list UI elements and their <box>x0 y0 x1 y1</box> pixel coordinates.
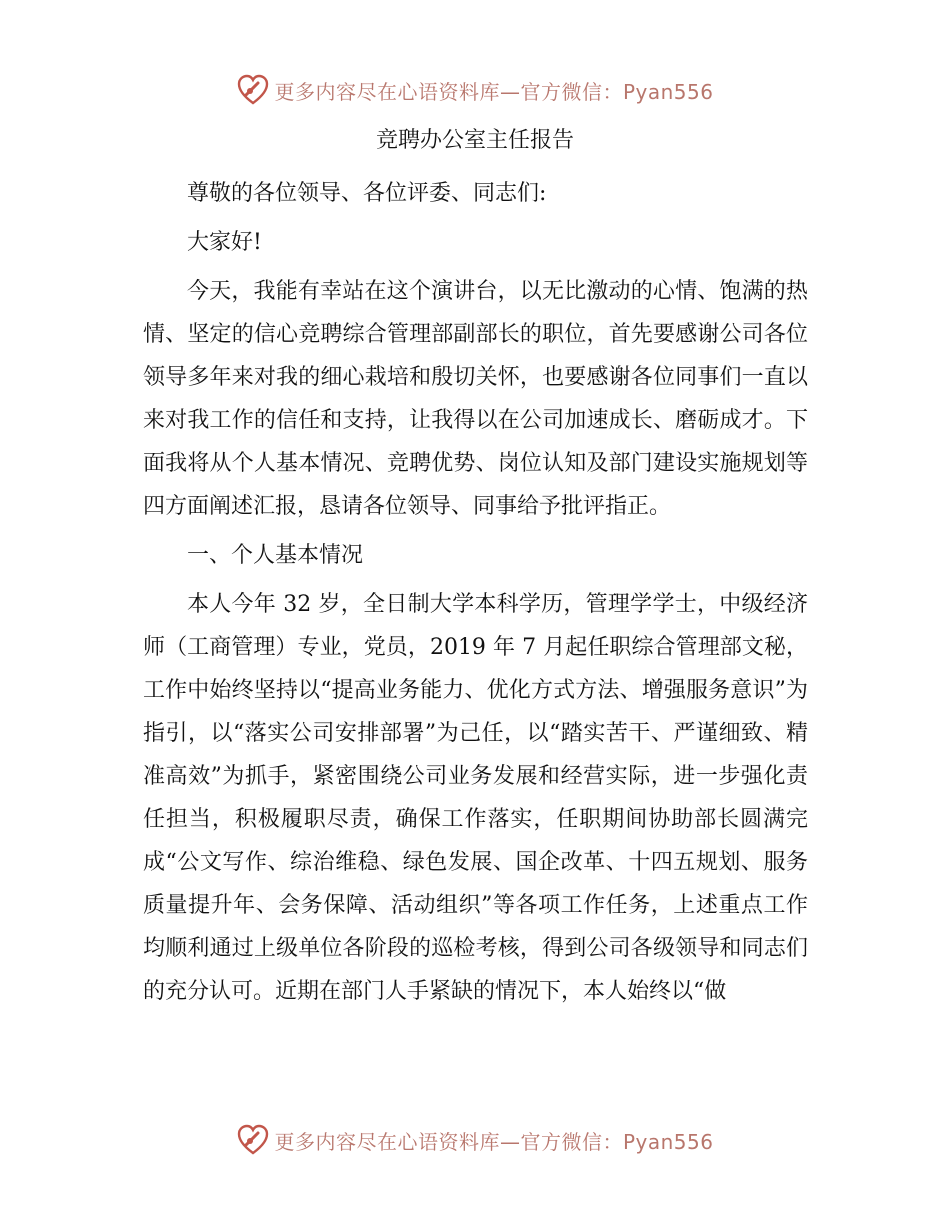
paragraph-intro: 今天，我能有幸站在这个演讲台，以无比激动的心情、饱满的热情、坚定的信心竞聘综合管理部副部长的职位，首先要感谢公司各位领导多年来对我的细心栽培和殷切关怀，也要感谢各位同事们一直以来对我工作的信任和支持，让我得以在公司加速成长、磨砺成才。下面我将从个人基本情况、竞聘优势、岗位认知及部门建设实施规划等四方面阐述汇报，恳请各位领导、同事给予批评指正。 <box>143 279 808 519</box>
paragraph-personal-info: 本人今年 32 岁，全日制大学本科学历，管理学学士，中级经济师（工商管理）专业，党员，2019 年 7 月起任职综合管理部文秘，工作中始终坚持以“提高业务能力、优化方式方法、增强服务意识”为指引，以“落实公司安排部署”为己任，以“踏实苦干、严谨细致、精准高效”为抓手，紧密围绕公司业务发展和经营实际，进一步强化责任担当，积极履职尽责，确保工作落实，任职期间协助部长圆满完成“公文写作、综治维稳、绿色发展、国企改革、十四五规划、服务质量提升年、会务保障、活动组织”等各项工作任务，上述重点工作均顺利通过上级单位各阶段的巡检考核，得到公司各级领导和同志们的充分认可。近期在部门人手紧缺的情况下，本人始终以“做 <box>143 592 808 1004</box>
footer-banner <box>0 1120 950 1160</box>
header-banner <box>0 70 950 110</box>
section-heading-1: 一、个人基本情况 <box>187 543 364 568</box>
paragraph-salutation: 尊敬的各位领导、各位评委、同志们: <box>187 181 547 206</box>
banner-text: 更多内容尽在心语资料库—官方微信：Pyan556 <box>274 79 714 104</box>
banner-text: 更多内容尽在心语资料库—官方微信：Pyan556 <box>274 1129 714 1154</box>
document-title: 竞聘办公室主任报告 <box>375 128 574 153</box>
heart-pen-logo-icon <box>236 73 270 107</box>
document-body <box>143 172 808 1019</box>
heart-pen-logo-icon <box>236 1123 270 1157</box>
paragraph-greeting: 大家好! <box>187 230 262 255</box>
